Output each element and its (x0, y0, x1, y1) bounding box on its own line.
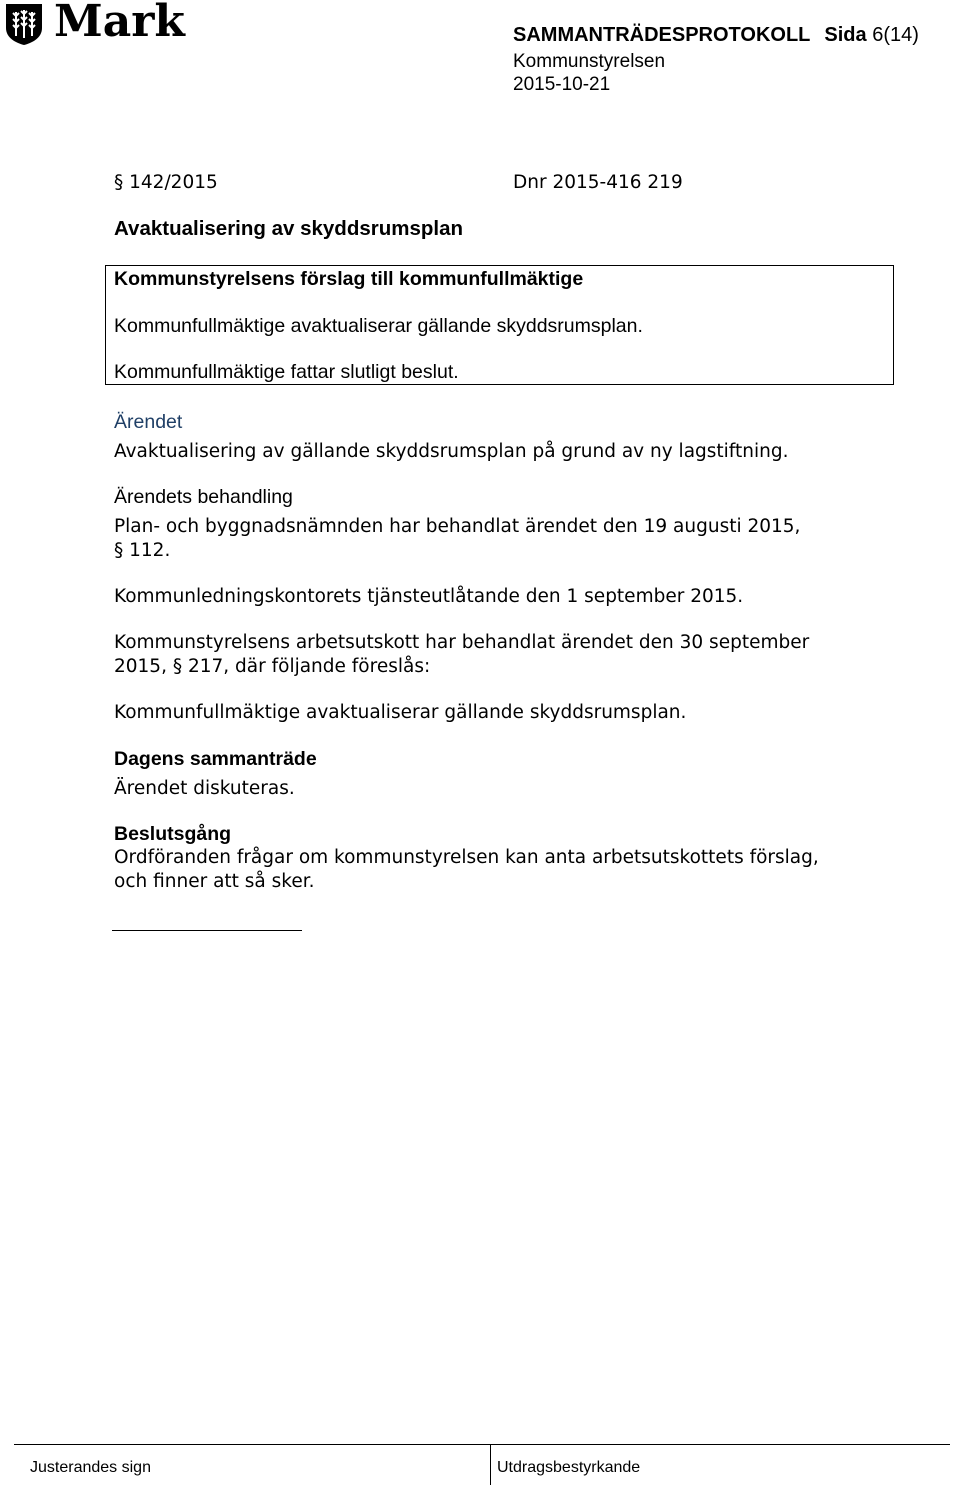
footer-utdragsbestyrkande: Utdragsbestyrkande (497, 1459, 641, 1476)
section-heading-dagens: Dagens sammanträde (114, 748, 317, 770)
section-heading-behandling: Ärendets behandling (114, 486, 293, 508)
section-heading-arendet: Ärendet (114, 411, 183, 433)
beslutsgang-text: och finner att så sker. (114, 871, 315, 892)
behandling-paragraph: 2015, § 217, där följande föreslås: (114, 656, 431, 677)
case-number: § 142/2015 (114, 172, 218, 193)
footer-bar (14, 1444, 950, 1486)
page-label: Sida (824, 24, 867, 46)
behandling-paragraph: § 112. (114, 540, 171, 561)
header-body: Kommunstyrelsen (513, 51, 666, 72)
section-heading-beslutsgang: Beslutsgång (114, 823, 232, 845)
doc-type: SAMMANTRÄDESPROTOKOLL (513, 24, 811, 46)
header-title (513, 24, 919, 47)
case-title: Avaktualisering av skyddsrumsplan (114, 217, 464, 240)
case-dnr: Dnr 2015-416 219 (513, 172, 683, 193)
proposal-line: Kommunfullmäktige fattar slutligt beslut. (114, 361, 459, 383)
proposal-line: Kommunfullmäktige avaktualiserar gällande skyddsrumsplan. (114, 315, 643, 337)
behandling-paragraph: Kommunfullmäktige avaktualiserar gällande skyddsrumsplan. (114, 702, 687, 723)
proposal-heading: Kommunstyrelsens förslag till kommunfullmäktige (114, 268, 584, 290)
header-date: 2015-10-21 (513, 74, 611, 95)
behandling-paragraph: Plan- och byggnadsnämnden har behandlat ärendet den 19 augusti 2015, (114, 516, 801, 537)
mark-logo (4, 0, 194, 50)
behandling-paragraph: Kommunledningskontorets tjänsteutlåtande den 1 september 2015. (114, 586, 744, 607)
arendet-text: Avaktualisering av gällande skyddsrumsplan på grund av ny lagstiftning. (114, 441, 789, 462)
logo-wordmark: Mark (54, 0, 185, 47)
end-rule (112, 930, 302, 931)
behandling-paragraph: Kommunstyrelsens arbetsutskott har behandlat ärendet den 30 september (114, 632, 810, 653)
footer-divider (490, 1444, 491, 1485)
municipal-crest-icon (4, 2, 44, 46)
dagens-text: Ärendet diskuteras. (114, 778, 295, 799)
footer-justerandes-sign: Justerandes sign (30, 1459, 151, 1476)
beslutsgang-text: Ordföranden frågar om kommunstyrelsen kan anta arbetsutskottets förslag, (114, 847, 819, 868)
page-number: 6(14) (872, 24, 919, 46)
